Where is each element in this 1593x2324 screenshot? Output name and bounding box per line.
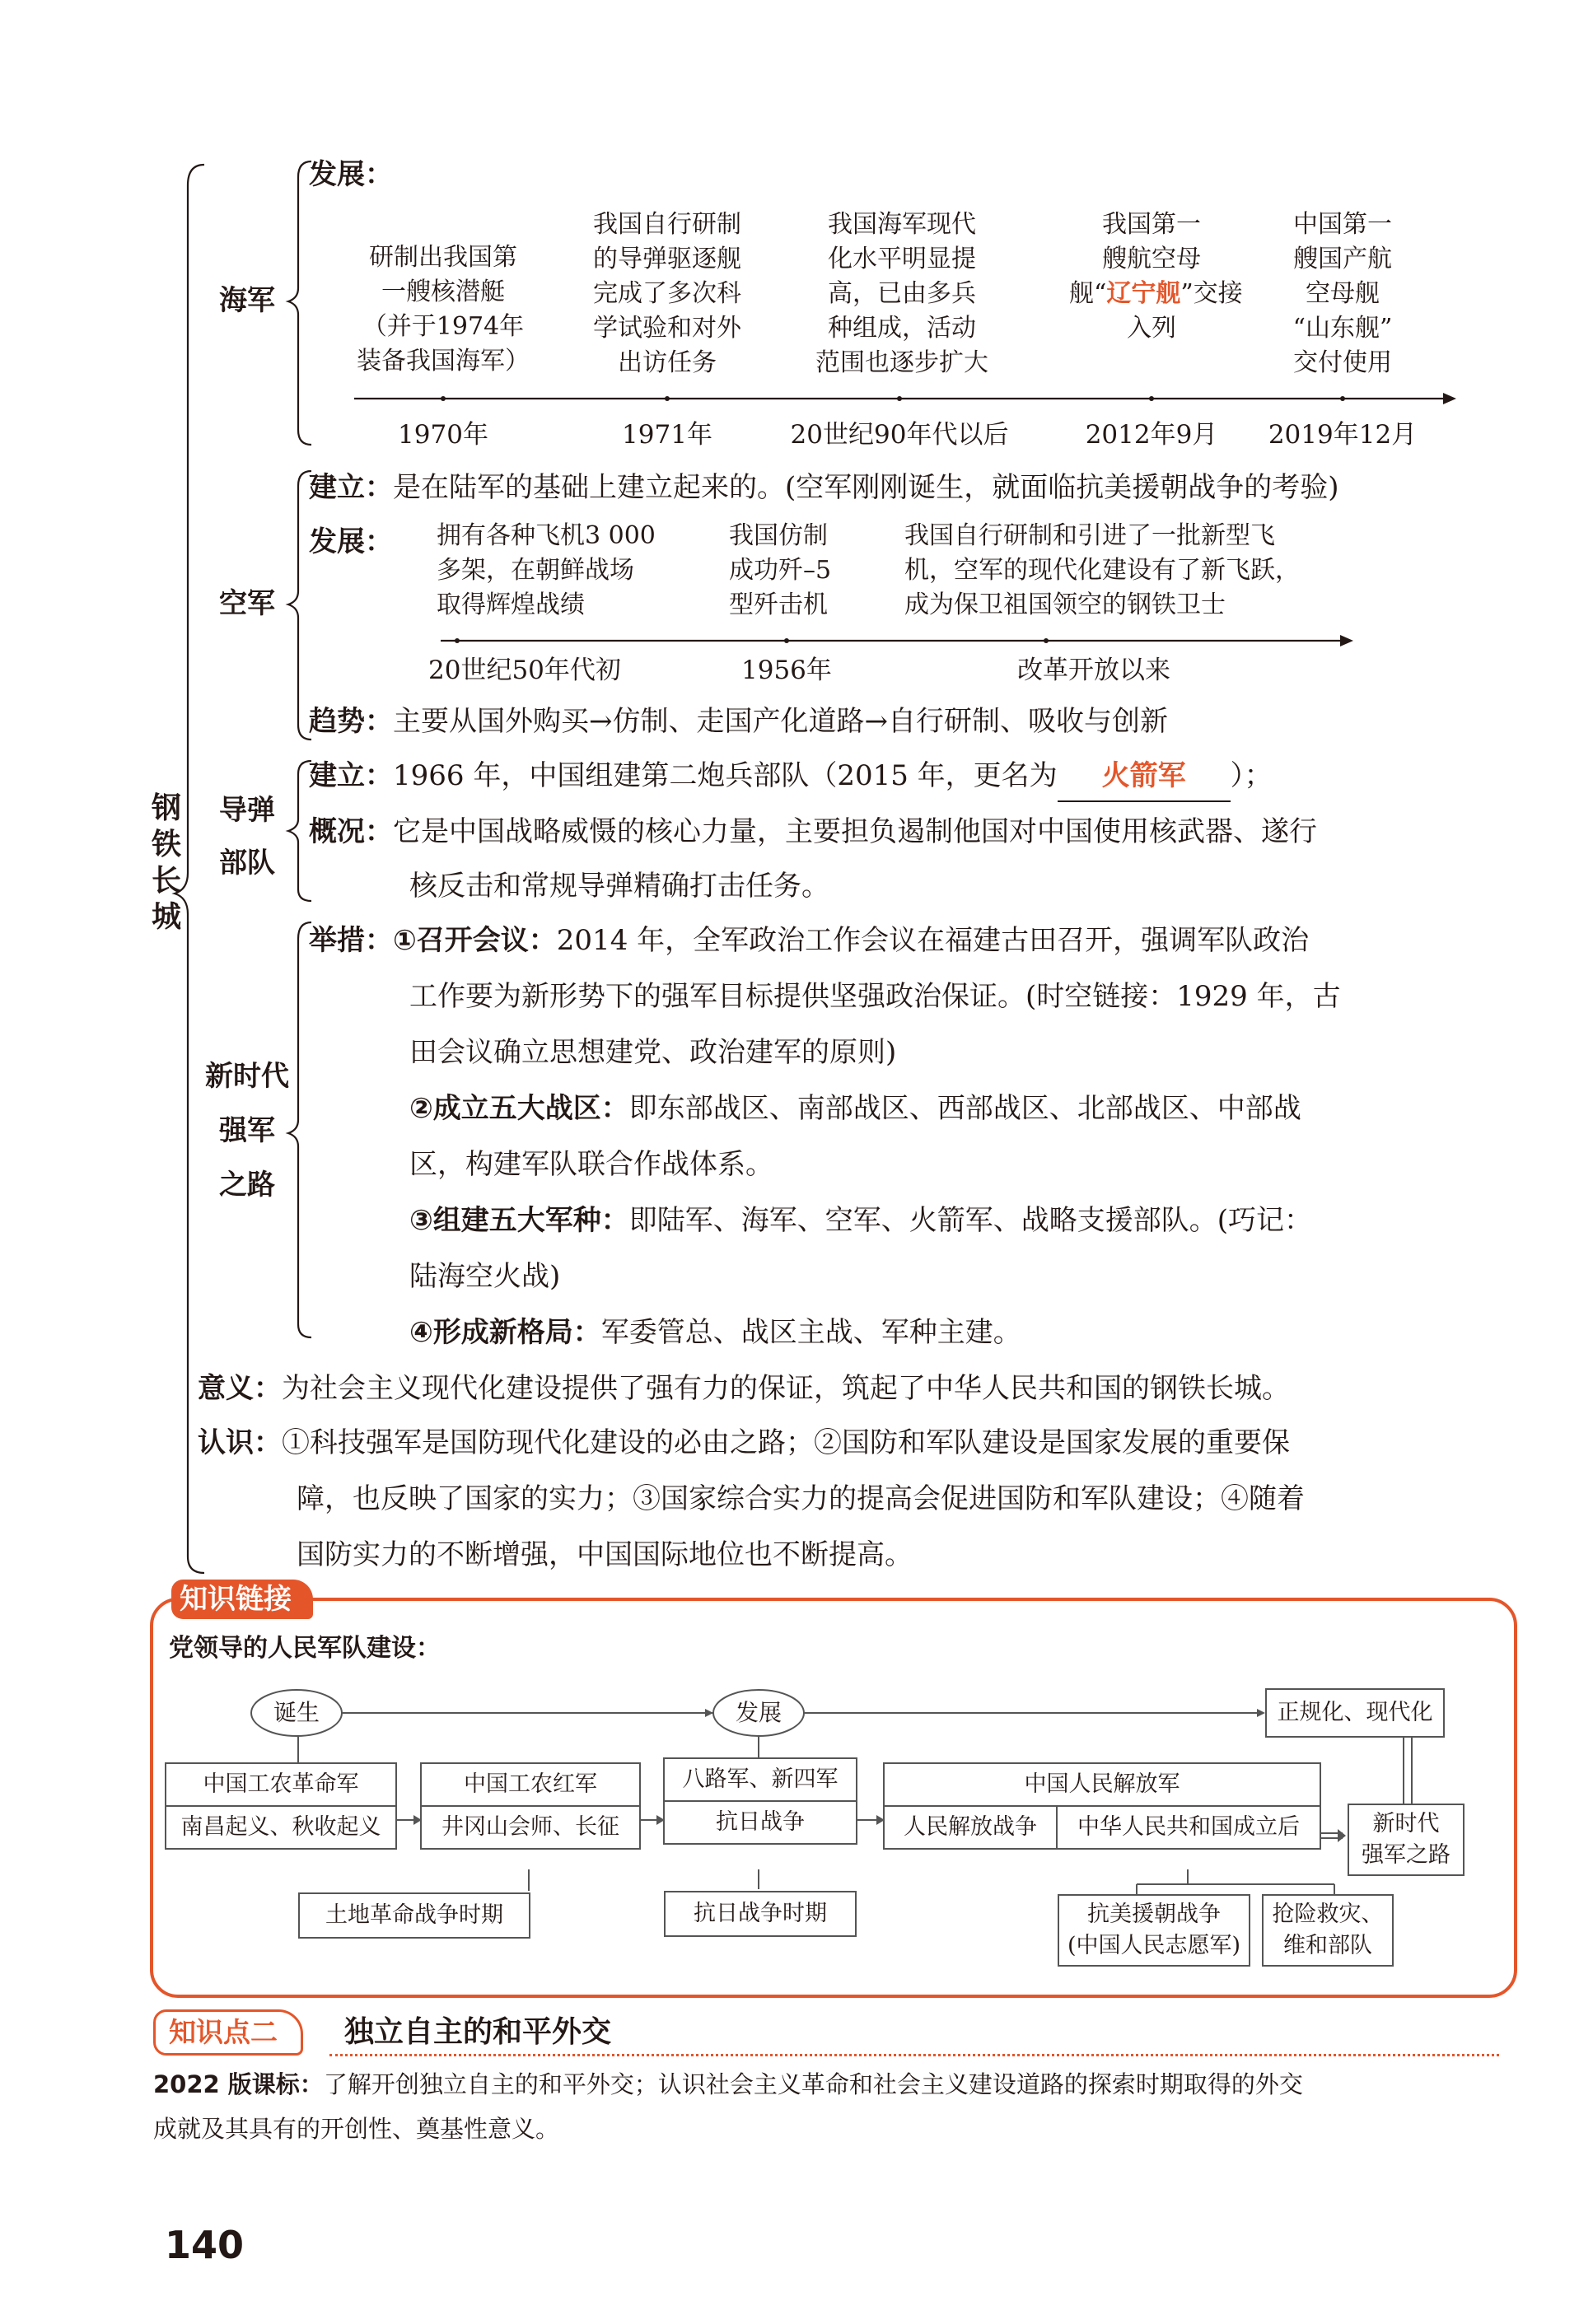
event-text: 舰“: [1069, 279, 1107, 308]
cognition-label: 认识：: [198, 1426, 282, 1459]
section-underline: [329, 2054, 1499, 2056]
section-title: 独立自主的和平外交: [344, 2015, 612, 2049]
event-line: 成为保卫祖国领空的钢铁卫士: [904, 590, 1226, 619]
trend-label: 趋势：: [309, 705, 393, 738]
measure-2-cont: 区，构建军队联合作战体系。: [409, 1148, 773, 1181]
measure-title: ①召开会议：: [393, 924, 557, 957]
cognition-cont: 国防实力的不断增强，中国国际地位也不断提高。: [297, 1538, 913, 1571]
event-line: 我国仿制: [729, 521, 828, 550]
event-line: 交付使用: [1293, 348, 1392, 377]
period-text: 抗美援朝战争: [1087, 1902, 1221, 1927]
event-line: 拥有各种飞机3 000: [437, 521, 656, 550]
event-line: （并于1974年: [362, 312, 525, 341]
event-line: 化水平明显提: [828, 245, 976, 273]
army-name: 强军之路: [1362, 1842, 1451, 1868]
event-line: 艘国产航: [1293, 245, 1392, 273]
army-event: 人民解放战争: [885, 1807, 1058, 1848]
measure-title: ③组建五大军种：: [409, 1204, 629, 1237]
stage-birth: 诞生: [273, 1699, 320, 1726]
period-box-2: 抗日战争时期: [664, 1891, 857, 1937]
measure-label: 举措：: [309, 924, 393, 957]
event-line: 学试验和对外: [593, 314, 741, 343]
cognition-cont: 障，也反映了国家的实力；③国家综合实力的提高会促进国防和军队建设；④随着: [297, 1482, 1305, 1515]
curriculum-standard-cont: 成就及其具有的开创性、奠基性意义。: [153, 2115, 560, 2143]
event-line: 范围也逐步扩大: [815, 348, 988, 377]
page-number: 140: [165, 2223, 245, 2267]
navy-date: 2012年9月: [1085, 420, 1218, 450]
measure-title: ②成立五大战区：: [409, 1092, 629, 1125]
period-box-3: [1058, 1894, 1250, 1967]
measure-1-cont: 田会议确立思想建党、政治建军的原则): [409, 1036, 897, 1069]
navy-label: 海军: [219, 284, 275, 317]
curriculum-standard: [153, 2062, 1303, 2107]
established-text: ）；: [1230, 759, 1273, 792]
trend-text: 主要从国外购买→仿制、走国产化道路→自行研制、吸收与创新: [393, 705, 1168, 738]
curriculum-label: 2022 版课标：: [153, 2070, 324, 2098]
army-name: 新时代: [1372, 1811, 1440, 1836]
airforce-dev-label: 发展：: [309, 525, 393, 558]
missile-overview-cont: 核反击和常规导弹精确打击任务。: [409, 870, 829, 903]
event-line: 我国第一: [1102, 210, 1201, 239]
event-line: 我国海军现代: [828, 210, 976, 239]
army-box-2: [420, 1762, 641, 1850]
event-line: 出访任务: [618, 348, 717, 377]
established-text: 1966 年，中国组建第二炮兵部队（2015 年，更名为: [393, 759, 1058, 792]
measure-text: 军委管总、战区主战、军种主建。: [600, 1316, 1021, 1349]
event-line: 种组成，活动: [828, 314, 976, 343]
newera-label-line: 新时代: [205, 1060, 289, 1093]
event-line: 完成了多次科: [593, 279, 741, 308]
army-box-5: [1348, 1804, 1465, 1876]
section-tag: 知识点二: [153, 2009, 303, 2056]
airforce-date: 改革开放以来: [1017, 656, 1170, 685]
event-line: 的导弹驱逐舰: [593, 245, 741, 273]
established-label: 建立：: [309, 471, 393, 504]
event-line: 机，空军的现代化建设有了新飞跃，: [904, 556, 1300, 585]
period-box-4: [1262, 1894, 1394, 1967]
airforce-date: 1956年: [741, 656, 832, 685]
army-box-1: [165, 1762, 397, 1850]
period-text: 抢险救灾、: [1272, 1902, 1384, 1927]
missile-label-line: 导弹: [219, 794, 275, 827]
event-line: 我国自行研制: [593, 210, 741, 239]
newera-label-line: 之路: [219, 1169, 275, 1202]
measure-text: 即东部战区、南部战区、西部战区、北部战区、中部战: [628, 1092, 1301, 1125]
knowledge-link-title: 党领导的人民军队建设：: [169, 1634, 441, 1663]
root-label: 钢铁长城: [151, 791, 181, 934]
stage-development: 发展: [735, 1699, 782, 1726]
stage-goal: 正规化、现代化: [1265, 1688, 1445, 1738]
navy-date: 20世纪90年代以后: [790, 420, 1009, 450]
liaoning-answer: 辽宁舰: [1106, 279, 1181, 308]
event-line: 中国第一: [1293, 210, 1392, 239]
navy-dev-label: 发展：: [309, 158, 393, 191]
navy-date: 1970年: [398, 420, 488, 450]
army-box-3: [663, 1757, 857, 1845]
event-line: 研制出我国第: [369, 243, 517, 272]
event-line: 我国自行研制和引进了一批新型飞: [904, 521, 1275, 550]
event-line: 高，已由多兵: [828, 279, 976, 308]
rocket-force-answer: 火箭军: [1058, 751, 1231, 802]
period-text: 维和部队: [1283, 1933, 1372, 1958]
event-text: ”交接: [1180, 279, 1243, 308]
army-box-4: [883, 1762, 1321, 1850]
army-name: 中国工农革命军: [203, 1771, 359, 1797]
event-line: 装备我国海军）: [357, 347, 530, 376]
event-line: “山东舰”: [1292, 314, 1393, 343]
event-line: 空母舰: [1306, 279, 1380, 308]
navy-date: 1971年: [622, 420, 712, 450]
airforce-date: 20世纪50年代初: [428, 656, 621, 685]
army-event: 中华人民共和国成立后: [1077, 1814, 1300, 1840]
missile-label-line: 部队: [219, 847, 275, 880]
army-event: 南昌起义、秋收起义: [166, 1805, 395, 1848]
overview-label: 概况：: [309, 815, 393, 848]
established-label: 建立：: [309, 759, 393, 792]
event-line: 成功歼–5: [729, 556, 832, 585]
event-line: 型歼击机: [729, 590, 828, 619]
significance-text: 为社会主义现代化建设提供了强有力的保证，筑起了中华人民共和国的钢铁长城。: [282, 1372, 1290, 1405]
measure-text: 即陆军、海军、空军、火箭军、战略支援部队。(巧记：: [628, 1204, 1313, 1237]
significance-label: 意义：: [198, 1372, 282, 1405]
event-line: 入列: [1127, 314, 1176, 343]
measure-1-cont: 工作要为新形势下的强军目标提供坚强政治保证。(时空链接：1929 年，古: [409, 980, 1341, 1013]
army-event: 抗日战争: [665, 1800, 856, 1843]
event-line: 多架，在朝鲜战场: [437, 556, 634, 585]
established-text: 是在陆军的基础上建立起来的。(空军刚刚诞生，就面临抗美援朝战争的考验): [393, 471, 1339, 504]
event-line: 取得辉煌战绩: [437, 590, 585, 619]
army-event-row: [885, 1805, 1320, 1848]
knowledge-link-tag: 知识链接: [171, 1580, 313, 1619]
overview-text: 它是中国战略威慑的核心力量，主要担负遏制他国对中国使用核武器、遂行: [393, 815, 1317, 848]
period-box-1: 土地革命战争时期: [298, 1892, 530, 1939]
army-event: 井冈山会师、长征: [422, 1805, 639, 1848]
airforce-label: 空军: [219, 587, 275, 620]
army-name: 中国人民解放军: [1024, 1771, 1180, 1797]
event-line: 艘航空母: [1102, 245, 1201, 273]
measure-title: ④形成新格局：: [409, 1316, 601, 1349]
period-text: (中国人民志愿军): [1067, 1933, 1241, 1958]
navy-date: 2019年12月: [1268, 420, 1418, 450]
curriculum-text: 了解开创独立自主的和平外交；认识社会主义革命和社会主义建设道路的探索时期取得的外交: [323, 2070, 1303, 2098]
cognition-text: ①科技强军是国防现代化建设的必由之路；②国防和军队建设是国家发展的重要保: [282, 1426, 1290, 1459]
newera-label-line: 强军: [219, 1114, 275, 1147]
army-name: 中国工农红军: [464, 1771, 597, 1797]
army-name: 八路军、新四军: [682, 1766, 839, 1792]
measure-3-cont: 陆海空火战): [409, 1260, 561, 1293]
measure-text: 2014 年，全军政治工作会议在福建古田召开，强调军队政治: [556, 924, 1310, 957]
event-line: 一艘核潜艇: [381, 278, 505, 306]
